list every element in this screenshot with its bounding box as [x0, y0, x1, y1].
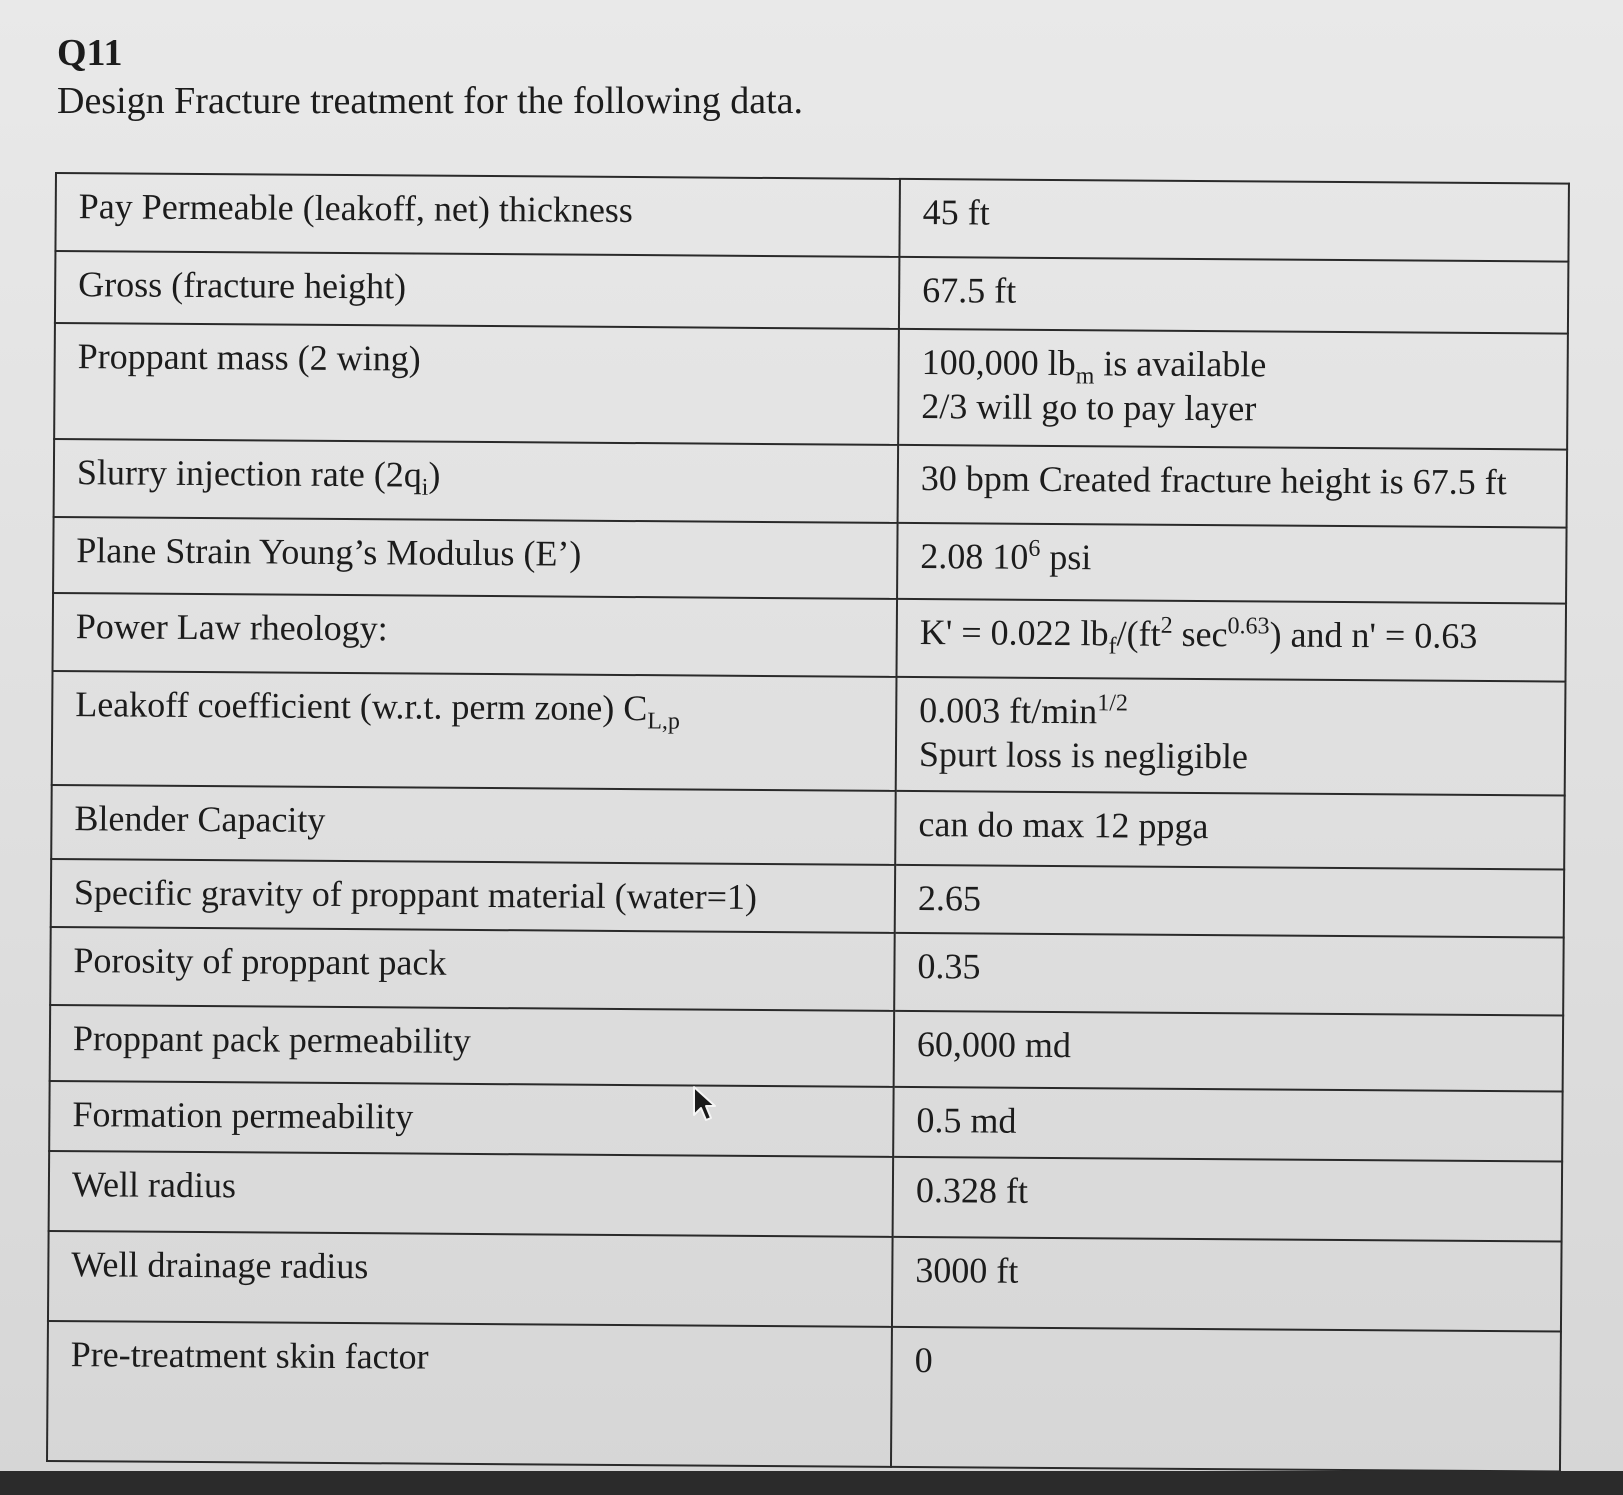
row-label: Well drainage radius	[48, 1231, 893, 1327]
value-text: /(ft	[1116, 613, 1161, 654]
table-row	[55, 251, 1568, 334]
row-value: 67.5 ft	[899, 257, 1568, 334]
screen-bottom-edge	[0, 1471, 1623, 1495]
row-label: Proppant pack permeability	[50, 1005, 895, 1087]
row-value: 0.5 md	[893, 1087, 1562, 1162]
label-text: )	[428, 454, 441, 495]
fracture-data-table	[46, 172, 1570, 1473]
row-label	[54, 439, 899, 523]
row-value	[896, 599, 1566, 682]
table-row	[51, 859, 1564, 938]
row-label: Formation permeability	[49, 1081, 893, 1157]
value-text: is available	[1094, 343, 1267, 385]
row-label: Well radius	[49, 1151, 894, 1237]
table-row	[54, 439, 1568, 528]
row-value: 3000 ft	[892, 1237, 1562, 1332]
value-superscript: 1/2	[1097, 690, 1129, 717]
row-value: 45 ft	[899, 179, 1569, 262]
table-row	[50, 927, 1564, 1016]
row-value: 0.328 ft	[893, 1157, 1563, 1242]
row-value: 30 bpm Created fracture height is 67.5 ft	[898, 445, 1568, 528]
table-row	[47, 1321, 1561, 1472]
row-label: Specific gravity of proppant material (water=1)	[51, 859, 895, 933]
value-text: 100,000 lb	[921, 342, 1076, 384]
row-value: 0	[891, 1327, 1561, 1472]
row-label: Blender Capacity	[51, 785, 895, 865]
row-value: 60,000 md	[894, 1011, 1564, 1092]
row-value: 0.35	[894, 933, 1564, 1016]
value-superscript: 2	[1160, 612, 1173, 639]
label-subscript: i	[421, 474, 429, 501]
row-label: Porosity of proppant pack	[50, 927, 895, 1011]
table-row	[49, 1081, 1562, 1162]
value-superscript: 6	[1028, 535, 1041, 562]
value-text: sec	[1172, 613, 1228, 655]
value-subscript: m	[1075, 363, 1095, 390]
mouse-pointer-icon	[692, 1085, 718, 1123]
table-row	[53, 593, 1567, 682]
table-row	[55, 173, 1569, 262]
table-row	[50, 1005, 1563, 1092]
value-line-2: 2/3 will go to pay layer	[921, 386, 1257, 429]
value-superscript: 0.63	[1227, 613, 1270, 640]
row-label: Gross (fracture height)	[55, 251, 899, 329]
question-title: Design Fracture treatment for the following data.	[57, 80, 804, 122]
value-text: ) and n' = 0.63	[1269, 614, 1478, 656]
row-value: can do max 12 ppga	[895, 791, 1565, 870]
label-text: Leakoff coefficient (w.r.t. perm zone) C	[75, 684, 648, 729]
row-value	[896, 677, 1566, 796]
label-text: Slurry injection rate (2q	[76, 452, 422, 495]
value-text: K' = 0.022 lb	[919, 612, 1109, 654]
table-row	[53, 517, 1566, 604]
value-text: psi	[1040, 536, 1092, 578]
value-subscript: f	[1108, 633, 1117, 660]
table-row	[54, 323, 1568, 450]
question-number: Q11	[57, 32, 123, 74]
table-row	[49, 1151, 1563, 1242]
row-label: Proppant mass (2 wing)	[54, 323, 899, 445]
table-row	[52, 671, 1566, 796]
table-row	[48, 1231, 1562, 1332]
value-text: 0.003 ft/min	[919, 690, 1098, 732]
row-label: Power Law rheology:	[53, 593, 898, 677]
row-label: Plane Strain Young’s Modulus (E’)	[53, 517, 898, 599]
table-row	[51, 785, 1564, 870]
row-value	[898, 329, 1568, 450]
row-value: 2.65	[895, 865, 1564, 938]
value-text: 2.08 10	[920, 536, 1029, 577]
row-label: Pay Permeable (leakoff, net) thickness	[55, 173, 900, 257]
row-value	[897, 523, 1567, 604]
question-heading	[57, 30, 803, 126]
row-label	[52, 671, 897, 791]
row-label: Pre-treatment skin factor	[47, 1321, 892, 1467]
label-subscript: L,p	[647, 708, 681, 735]
value-line-2: Spurt loss is negligible	[918, 734, 1249, 777]
